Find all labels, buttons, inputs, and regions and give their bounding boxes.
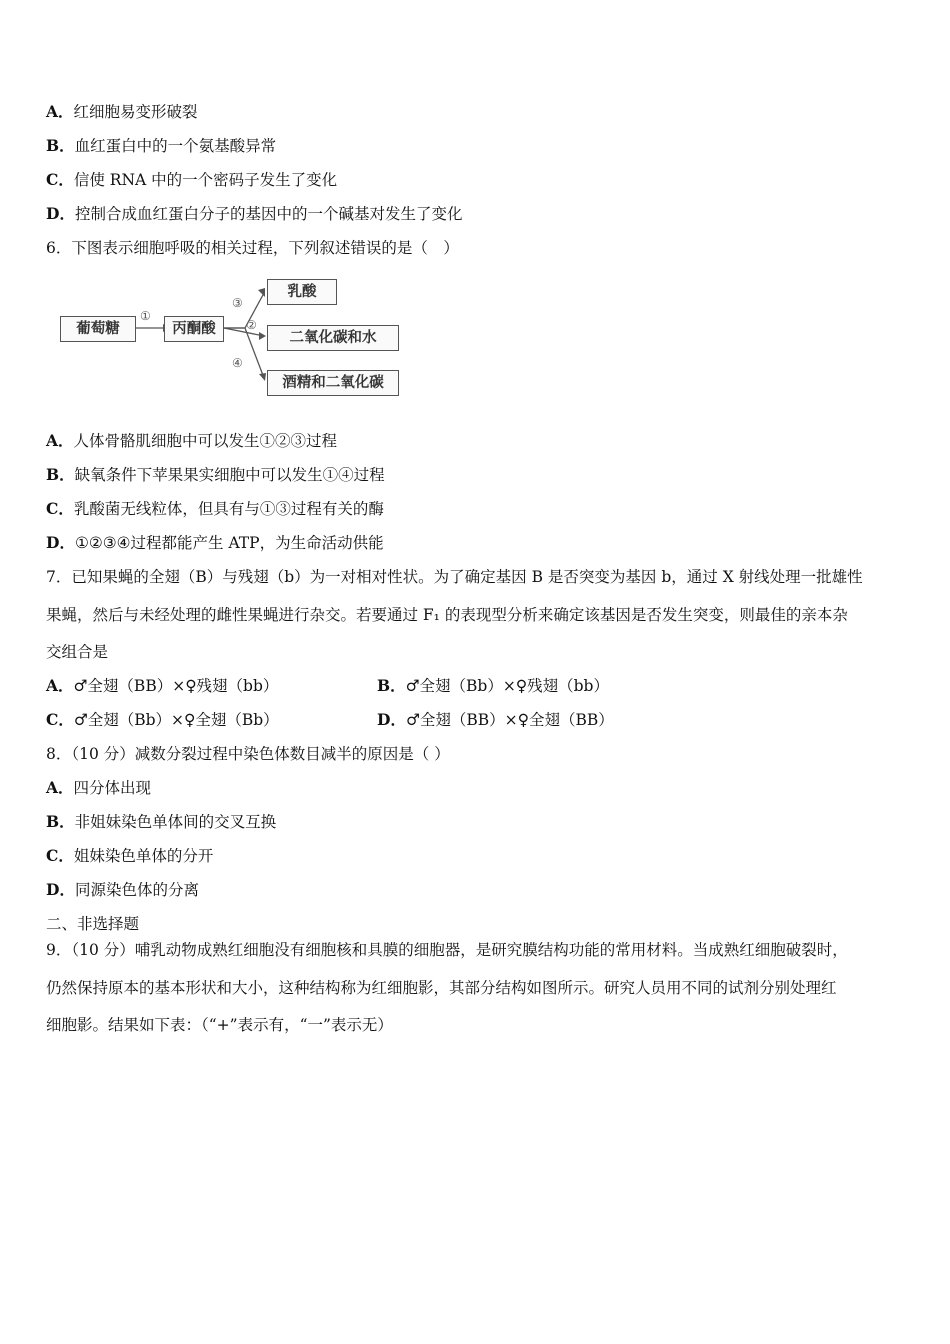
q6-option-d: D．①②③④过程都能产生 ATP，为生命活动供能 (46, 533, 384, 552)
respiration-diagram (60, 276, 405, 404)
q5-option-b: B．血红蛋白中的一个氨基酸异常 (46, 136, 277, 155)
step-2-label: ② (246, 318, 257, 332)
q9-line2: 仍然保持原本的基本形状和大小，这种结构称为红细胞影，其部分结构如图所示。研究人员用不同的试剂分别处理红 (46, 979, 837, 997)
q9-line3: 细胞影。结果如下表：（“+”表示有，“一”表示无） (46, 1016, 393, 1034)
q6-option-b: B．缺氧条件下苹果果实细胞中可以发生①④过程 (46, 465, 385, 484)
arrow-4 (224, 328, 264, 378)
q8-stem: 8．（10 分）减数分裂过程中染色体数目减半的原因是（ ） (46, 745, 450, 763)
section-heading: 二、非选择题 (46, 915, 140, 933)
q7-option-a: A．♂全翅（BB）×♀残翅（bb） (46, 676, 279, 695)
q7-option-c: C．♂全翅（Bb）×♀全翅（Bb） (46, 710, 279, 729)
q7-stem-line2: 果蝇，然后与未经处理的雌性果蝇进行杂交。若要通过 F₁ 的表现型分析来确定该基因是否发生突变，则最佳的亲本杂 (46, 606, 848, 624)
glucose-box: 葡萄糖 (60, 316, 136, 342)
q5-option-c: C．信使 RNA 中的一个密码子发生了变化 (46, 170, 338, 189)
q9-line1: 9．（10 分）哺乳动物成熟红细胞没有细胞核和具膜的细胞器，是研究膜结构功能的常用材料。当成熟红细胞破裂时， (46, 941, 848, 959)
q7-option-d: D．♂全翅（BB）×♀全翅（BB） (377, 710, 614, 729)
q5-option-a: A．红细胞易变形破裂 (46, 102, 198, 121)
q7-option-b: B．♂全翅（Bb）×♀残翅（bb） (377, 676, 609, 695)
q8-option-d: D．同源染色体的分离 (46, 880, 199, 899)
q8-option-b: B．非姐妹染色单体间的交叉互换 (46, 812, 277, 831)
arrow-3 (224, 293, 264, 328)
arrow-2 (224, 328, 264, 336)
step-3-label: ③ (232, 296, 243, 310)
q7-stem-line1: 7．已知果蝇的全翅（B）与残翅（b）为一对相对性状。为了确定基因 B 是否突变为基因 b，通过 X 射线处理一批雄性 (46, 568, 863, 586)
co2-water-box: 二氧化碳和水 (267, 325, 399, 351)
q7-stem-line3: 交组合是 (46, 643, 109, 661)
pyruvate-box: 丙酮酸 (164, 316, 224, 342)
q5-option-d: D．控制合成血红蛋白分子的基因中的一个碱基对发生了变化 (46, 204, 463, 223)
q6-option-c: C．乳酸菌无线粒体，但具有与①③过程有关的酶 (46, 499, 384, 518)
q6-stem: 6．下图表示细胞呼吸的相关过程，下列叙述错误的是（ ） (46, 239, 459, 257)
step-1-label: ① (140, 309, 151, 323)
step-4-label: ④ (232, 356, 243, 370)
lactic-acid-box: 乳酸 (267, 279, 337, 305)
q8-option-a: A．四分体出现 (46, 778, 152, 797)
q6-option-a: A．人体骨骼肌细胞中可以发生①②③过程 (46, 431, 338, 450)
alcohol-co2-box: 酒精和二氧化碳 (267, 370, 399, 396)
q8-option-c: C．姐妹染色单体的分开 (46, 846, 214, 865)
